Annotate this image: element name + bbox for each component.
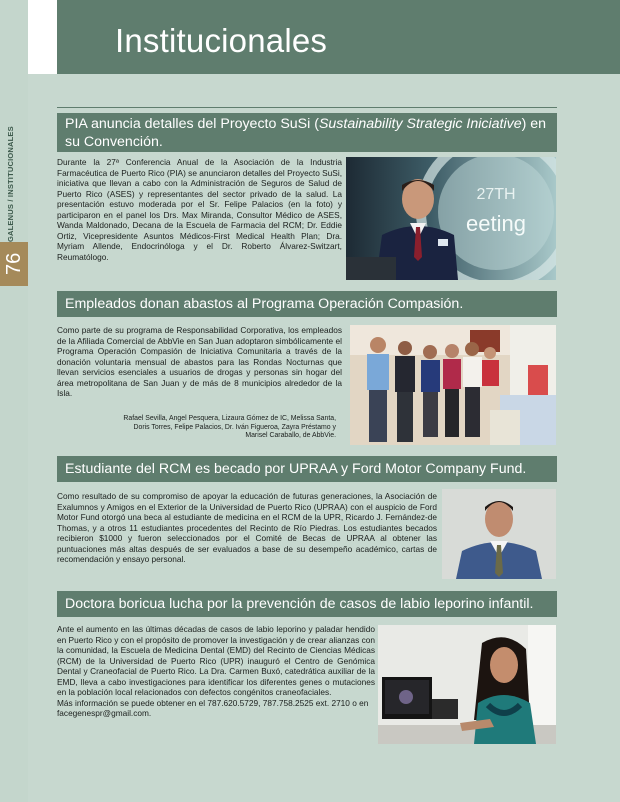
article-1-body: Durante la 27ª Conferencia Anual de la Asociación de la Industria Farmacéutica de Puerto Rico (PIA) se anunciaron detalles del Proyecto SuSi, iniciativa que llevan a cabo con la Administración de Seguros de Salud de Puerto Rico (ASES) y representantes del sector privado de la salud. La presentación estuvo moderada por el Sr. Felipe Palacios (en la foto) y participaron en el panel los Drs. Max Miranda, Consultor Médico de ASES, Wanda Maldonado, Decana de la Escuela de Farmacia del RCM; Dr. Eddie Ortiz, Vicepresidente Asuntos Médicos-First Medical Health Plan; Dra. Myriam Allende, Endocrinóloga y el Dr. Roberto Álvarez-Switzart, Reumatólogo. [57, 157, 342, 262]
article-1-title-text: PIA anuncia detalles del Proyecto SuSi (Sustainability Strategic Iniciative) en su Convención. [65, 116, 547, 150]
article-4-photo [378, 625, 556, 744]
article-2-title: Empleados donan abastos al Programa Operación Compasión. [57, 291, 557, 317]
sidebar [0, 0, 28, 802]
article-2-body: Como parte de su programa de Responsabilidad Corporativa, los empleados de la Afiliada Comercial de AbbVie en San Juan adoptaron simbólicamente el Programa Operación Compasión de Iniciativa Comunitaria a través de la donación voluntaria mensual de abastos para las Rondas Nocturnas que llevan servicios esenciales a usuarios de drogas y personas sin hogar del área metropolitana de San Juan y de más de 8 municipios alrededor de la Isla. [57, 325, 342, 399]
article-3-photo [442, 489, 556, 579]
article-4-body [57, 624, 375, 719]
article-3-body: Como resultado de su compromiso de apoyar la educación de futuras generaciones, la Asociación de Exalumnos y Amigos en el Exterior de la Universidad de Puerto Rico (UPRAA) con el auspicio de Ford Motor Fund otorgó una beca al estudiante de medicina en el RCM de la UPR, Ricardo J. Fernández-de Thomas, y a otros 11 estudiantes procedentes del Recinto de Río Piedras. Los estudiantes becados recibieron $1000 y fueron seleccionados por el Comité de Becas de UPRAA al obtener las puntuaciones más altas después de ser evaluados a base de su desempeño académico, cartas de recomendación y ensayo personal. [57, 491, 437, 565]
article-1-title [57, 113, 557, 152]
page-header [57, 0, 620, 74]
article-4-title: Doctora boricua lucha por la prevención de casos de labio leporino infantil. [57, 591, 557, 617]
svg-text:eeting: eeting [466, 211, 526, 236]
divider [57, 107, 557, 108]
article-2-photo [350, 325, 556, 445]
page-title: Institucionales [115, 22, 328, 59]
sidebar-section-label: GALENUS / INSTITUCIONALES [6, 126, 15, 242]
page-number-badge [0, 242, 28, 286]
page-number: 76 [3, 252, 25, 276]
article-4-contact: Más información se puede obtener en el 787.620.5729, 787.758.2525 ext. 2710 o en facegenespr@gmail.com. [57, 697, 369, 719]
article-4-paragraph: Ante el aumento en las últimas décadas de casos de labio leporino y paladar hendido en Puerto Rico y con el propósito de promover la investigación y de crear alianzas con la comunidad, la Escuela de Medicina Dental (EMD) del Recinto de Ciencias Médicas (RCM) de la Universidad de Puerto Rico (UPR) inauguró el Centro de Genómica Dental y Craneofacial de Puerto Rico. La Dra. Carmen Buxó, catedrática auxiliar de la EMD, lleva a cabo investigaciones para identificar los diferentes genes o mutaciones en la población local relacionados con defectos congénitos craneofaciales. [57, 624, 375, 698]
article-3-title: Estudiante del RCM es becado por UPRAA y Ford Motor Company Fund. [57, 456, 557, 482]
article-2-photo-caption: Rafael Sevilla, Angel Pesquera, Lizaura Gómez de IC, Melissa Santa, Doris Torres, Felipe Palacios, Dr. Iván Figueroa, Zayra Préstamo y Marisel Caraballo, de AbbVie. [123, 415, 336, 439]
photo-sign-text: 27TH [476, 186, 516, 203]
article-1-photo [346, 157, 556, 280]
